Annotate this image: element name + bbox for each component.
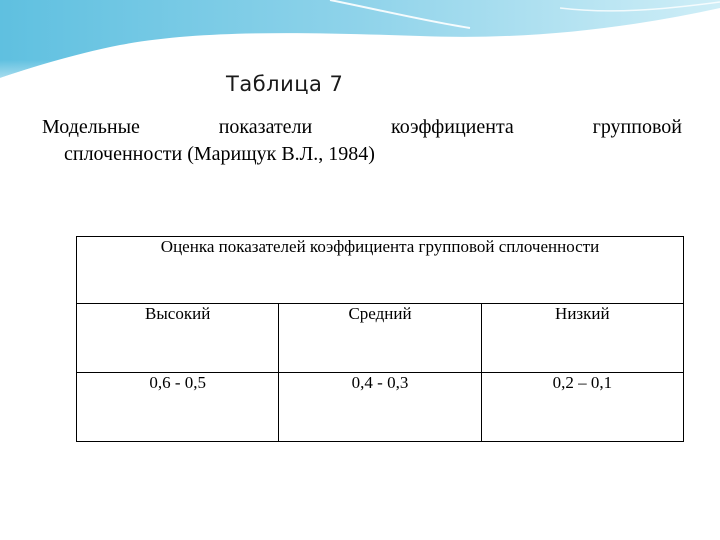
caption-line-1	[42, 114, 682, 141]
caption-word: показатели	[218, 116, 313, 138]
caption-line-2: сплоченности (Марищук В.Л., 1984)	[64, 143, 375, 165]
table-row-levels	[77, 304, 684, 373]
caption-word: коэффициента	[391, 116, 514, 138]
table-row-values	[77, 373, 684, 442]
cohesion-coefficient-table	[76, 236, 684, 442]
value-cell-medium: 0,4 - 0,3	[279, 373, 481, 442]
header-wave-decoration	[0, 0, 720, 100]
table-header-cell: Оценка показателей коэффициента групповой сплоченности	[77, 237, 684, 304]
slide-title: Таблица 7	[226, 72, 344, 96]
caption-word: групповой	[592, 116, 682, 138]
value-cell-low: 0,2 – 0,1	[481, 373, 683, 442]
value-cell-high: 0,6 - 0,5	[77, 373, 279, 442]
level-cell-low: Низкий	[481, 304, 683, 373]
table-header-row	[77, 237, 684, 304]
level-cell-high: Высокий	[77, 304, 279, 373]
table-caption	[42, 114, 682, 168]
caption-word: Модельные	[42, 116, 140, 138]
level-cell-medium: Средний	[279, 304, 481, 373]
